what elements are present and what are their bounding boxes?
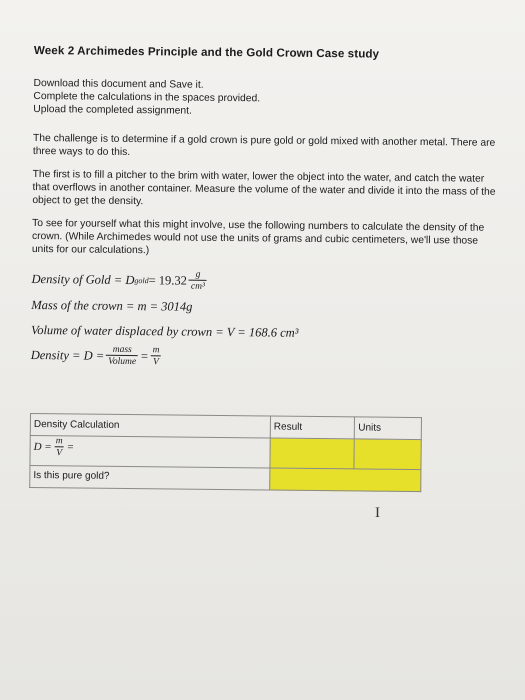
instruction-line: Download this document and Save it. (33, 77, 204, 91)
formula-fraction (54, 436, 65, 458)
fraction-m-v (150, 345, 161, 367)
fraction-mass-volume (106, 345, 138, 367)
header-density-calculation: Density Calculation (30, 414, 270, 439)
frac-num: m (55, 436, 63, 447)
formula-cell (30, 436, 270, 469)
frac-num: mass (112, 344, 132, 356)
answer-input-cell[interactable] (270, 468, 421, 492)
eq-equals: = (140, 348, 149, 363)
instructions (33, 77, 503, 121)
equation-mass: Mass of the crown = m = 3014g (31, 297, 193, 314)
eq-lhs: Density of Gold = D (31, 271, 135, 287)
frac-num: m (152, 345, 160, 356)
header-units: Units (355, 417, 422, 440)
frac-den: V (54, 446, 64, 458)
frac-num: g (195, 269, 201, 280)
formula-lhs: D = (33, 440, 52, 453)
eq-value: = 19.32 (148, 272, 188, 288)
frac-den: V (151, 355, 161, 367)
instruction-line: Complete the calculations in the spaces provided. (33, 90, 261, 105)
formula-tail: = (66, 440, 75, 453)
table-row (30, 436, 421, 470)
formula (34, 436, 75, 458)
document-body (31, 44, 504, 373)
document-title: Week 2 Archimedes Principle and the Gold Crown Case study (33, 44, 380, 61)
question-cell: Is this pure gold? (30, 466, 270, 491)
table-row (30, 466, 421, 492)
unit-fraction (189, 270, 207, 292)
result-input-cell[interactable] (270, 438, 355, 469)
instruction-line: Upload the completed assignment. (33, 103, 192, 117)
text-cursor-icon: I (375, 505, 380, 521)
eq-sub: gold (134, 275, 149, 285)
units-input-cell[interactable] (354, 439, 421, 470)
eq-lhs: Density = D = (30, 347, 105, 363)
paragraph-challenge: The challenge is to determine if a gold crown is pure gold or gold mixed with another metal. There are three ways to do this. (32, 132, 496, 159)
equation-density-gold (31, 266, 501, 297)
header-result: Result (270, 416, 355, 439)
frac-den: Volume (106, 355, 138, 367)
equation-density (31, 342, 501, 373)
equation-volume: Volume of water displaced by crown = V = 168.6 cm³ (30, 322, 299, 340)
paragraph-instructions: To see for yourself what this might involve, use the following numbers to calculate the density of the crown. (While Archimedes would not use the units of grams and cubic centimeters, we'll use those units for our calculations.) (31, 217, 485, 257)
density-calculation-table (29, 413, 422, 492)
paragraph-method: The first is to fill a pitcher to the brim with water, lower the object into the water, and catch the water that overflows in another container. Measure the volume of the water and divide it into the mass of the object to get the density. (32, 168, 496, 208)
frac-den: cm³ (189, 280, 207, 292)
